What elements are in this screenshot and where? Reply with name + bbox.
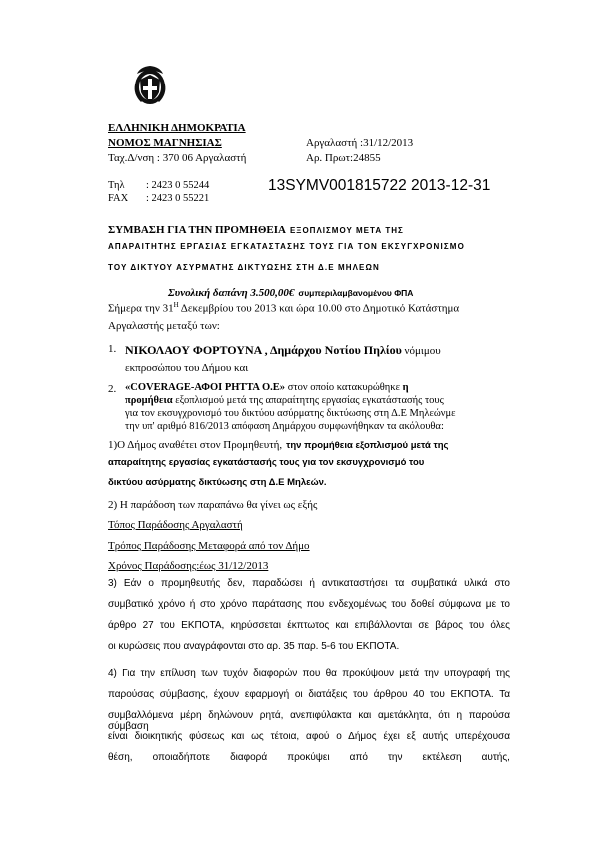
delivery-place: Τόπος Παράδοσης Αργαλαστή (108, 519, 243, 531)
p1-text-b: την προμήθεια εξοπλισμού μετά της (286, 440, 449, 451)
protocol-number: Αρ. Πρωτ:24855 (306, 152, 381, 164)
intro-line2: Αργαλαστής μεταξύ των: (108, 320, 220, 332)
intro-date-text: Σήμερα την 31 (108, 302, 174, 315)
party2-text-a: στον οποίο κατακυρώθηκε (285, 382, 403, 393)
p4-word: την (387, 752, 403, 763)
prefecture-title: ΝΟΜΟΣ ΜΑΓΝΗΣΙΑΣ (108, 137, 222, 149)
party2-line1 (125, 382, 409, 393)
party2-number: 2. (108, 383, 117, 395)
party2-line3: για τον εκσυγχρονισμό του δικτύου ασύρματης δικτύωσης στη Δ.Ε Μηλεώνμε (125, 408, 456, 419)
party2-name: «COVERAGE-ΑΦΟΙ ΡΗΤΤΑ Ο.Ε» (125, 382, 286, 393)
p1-line1 (108, 435, 449, 453)
delivery-time: Χρόνος Παράδοσης:έως 31/12/2013 (108, 560, 269, 572)
p4-word: διαφορά (230, 752, 268, 763)
p4-line5 (108, 752, 510, 763)
p4-line4-text: είναι διοικητικής φύσεως και ως τέτοια, αφού ο Δήμος έχει εξ αυτής υπερέχουσα (108, 731, 510, 742)
p3-line3 (108, 620, 510, 631)
p3-line1-text: 3) Εάν ο προμηθευτής δεν, παραδώσει ή αντικαταστήσει τα συμβατικά υλικά στο (108, 578, 510, 589)
address-line: Ταχ.Δ/νση : 370 06 Αργαλαστή (108, 152, 247, 164)
party1-number: 1. (108, 343, 117, 355)
p4-line1 (108, 668, 510, 679)
p2-line: 2) Η παράδοση των παραπάνω θα γίνει ως εξής (108, 499, 318, 511)
fax-label: FAX (108, 193, 129, 204)
p4-line3-text: συμβαλλόμενα μέρη δηλώνουν ρητά, ανεπιφύλακτα και αμετάκλητα, ότι η παρούσα σύμβαση (108, 710, 510, 732)
party2-text-b: η (402, 382, 409, 393)
p3-line4: οι κυρώσεις που αναγράφονται στο αρ. 35 παρ. 5-6 του ΕΚΠΟΤΑ. (108, 641, 400, 652)
greek-coat-of-arms-emblem (132, 64, 168, 106)
contract-title-line3: ΤΟΥ ΔΙΚΤΥΟΥ ΑΣΥΡΜΑΤΗΣ ΔΙΚΤΥΩΣΗΣ ΣΤΗ Δ.Ε ΜΗΛΕΩΝ (108, 263, 380, 272)
p3-line2-text: συμβατικό χρόνο ή στο χρόνο παράτασης που ενδεχομένως του δοθεί σύμφωνα με το (108, 599, 510, 610)
p4-word: αυτής, (481, 752, 510, 763)
p4-line3 (108, 710, 510, 732)
delivery-mode: Τρόπος Παράδοσης Μεταφορά από τον Δήμο (108, 540, 310, 552)
party1-line1 (125, 341, 441, 359)
party2-line2-bold: προμήθεια (125, 395, 173, 406)
cost-rest: συμπεριλαμβανομένου ΦΠΑ (298, 288, 414, 298)
place-date: Αργαλαστή :31/12/2013 (306, 137, 414, 149)
cost-main: Συνολική δαπάνη 3.500,00€ (168, 287, 295, 299)
p1-text-a: 1)Ο Δήμος αναθέτει στον Προμηθευτή, (108, 439, 283, 451)
party2-line2-text: εξοπλισμού μετά της απαραίτητης εργασίας εγκατάστασής τους (172, 395, 444, 406)
party2-line2 (125, 395, 444, 406)
intro-superscript: Η (173, 301, 179, 309)
p4-word: από (349, 752, 368, 763)
title-main: ΣΥΜΒΑΣΗ ΓΙΑ ΤΗΝ ΠΡΟΜΗΘΕΙΑ (108, 224, 286, 236)
p4-word: οποιαδήποτε (152, 752, 211, 763)
party1-name: ΝΙΚΟΛΑΟΥ ΦΟΡΤΟΥΝΑ , Δημάρχου Νοτίου Πηλίου (125, 343, 402, 357)
p4-line2 (108, 689, 510, 700)
title-rest: ΕΞΟΠΛΙΣΜΟΥ ΜΕΤΑ ΤΗΣ (289, 226, 404, 235)
p4-word: προκύψει (287, 752, 330, 763)
p4-word: θέση, (108, 752, 133, 763)
ada-identifier: 13SYMV001815722 2013-12-31 (268, 177, 491, 194)
party1-line2: εκπροσώπου του Δήμου και (125, 362, 249, 374)
fax-value: : 2423 0 55221 (146, 193, 210, 204)
p1-line3: δικτύου ασύρματης δικτύωσης στη Δ.Ε Μηλεών. (108, 477, 327, 488)
total-cost-line (168, 283, 413, 301)
p4-line2-text: παρούσας σύμβασης, έχουν εφαρμογή οι διατάξεις του άρθρου 40 του ΕΚΠΟΤΑ. Τα (108, 689, 510, 700)
p3-line3-text: άρθρο 27 του ΕΚΠΟΤΑ, κηρύσσεται έκπτωτος και επιβάλλονται σε βάρος του όλες (108, 620, 510, 631)
contract-title-line2: ΑΠΑΡΑΙΤΗΤΗΣ ΕΡΓΑΣΙΑΣ ΕΓΚΑΤΑΣΤΑΣΗΣ ΤΟΥΣ ΓΙΑ ΤΟΝ ΕΚΣΥΓΧΡΟΝΙΣΜΟ (108, 242, 465, 251)
p4-word: εκτέλεση (422, 752, 462, 763)
tel-value: : 2423 0 55244 (146, 180, 210, 191)
party2-line4: την υπ' αριθμό 816/2013 απόφαση Δημάρχου συμφωνήθηκαν τα ακόλουθα: (125, 421, 444, 432)
p1-line2: απαραίτητης εργασίας εγκατάστασής τους για τον εκσυγχρονισμό του (108, 457, 425, 468)
p3-line1 (108, 578, 510, 589)
contract-title-line1 (108, 220, 404, 238)
p4-line1-text: 4) Για την επίλυση των τυχόν διαφορών που θα προκύψουν μετά την υπογραφή της (108, 668, 510, 679)
intro-rest-text: Δεκεμβρίου του 2013 και ώρα 10.00 στο Δημοτικό Κατάστημα (178, 302, 460, 315)
tel-label: Τηλ (108, 180, 125, 191)
intro-line (108, 301, 459, 315)
country-title: ΕΛΛΗΝΙΚΗ ΔΗΜΟΚΡΑΤΙΑ (108, 122, 246, 134)
party1-rest: νόμιμου (401, 345, 441, 357)
p3-line2 (108, 599, 510, 610)
p4-line4 (108, 731, 510, 742)
